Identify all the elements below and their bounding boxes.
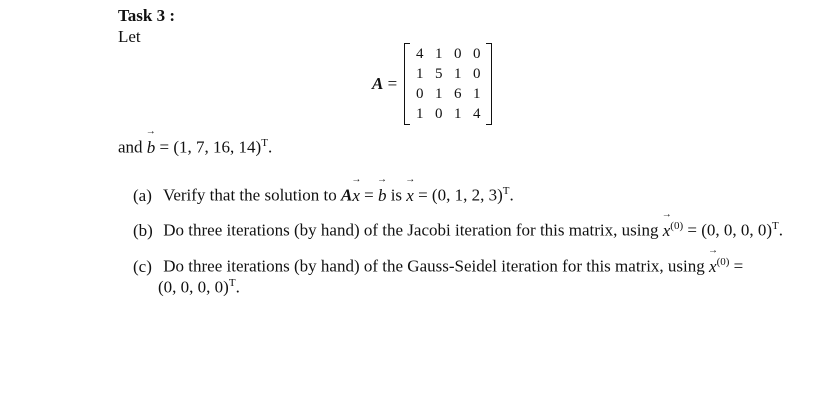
task-title: Task 3 : [118, 6, 176, 25]
matrix-cell: 0 [472, 66, 481, 82]
vector-b-definition: and → b = (1, 7, 16, 14)$^T$. [118, 137, 272, 158]
matrix-label: A = [372, 74, 398, 93]
matrix-cell: 1 [415, 66, 424, 82]
matrix-cell: 1 [434, 86, 443, 102]
matrix-cell: 4 [472, 106, 481, 122]
item-label: (b) [133, 220, 153, 240]
matrix-cell: 1 [415, 106, 424, 122]
item-label: (c) [133, 256, 152, 276]
matrix-cell: 1 [472, 86, 481, 102]
item-a: (a) Verify that the solution to A→ x = → b is → x = (0, 1, 2, 3)$^T$. [133, 185, 514, 206]
matrix-equation [372, 42, 492, 126]
matrix-grid [410, 44, 486, 124]
matrix-cell: 4 [415, 46, 424, 62]
item-b: (b) Do three iterations (by hand) of the Jacobi iteration for this matrix, $using \to x^{(0)} = (0$, 0, 0, 0)$^T$. [133, 220, 783, 241]
matrix-cell: 5 [434, 66, 443, 82]
matrix-right-bracket [486, 43, 492, 125]
item-c-continuation: (0, 0, 0, 0)$^T$. [158, 277, 240, 297]
matrix-cell: 0 [472, 46, 481, 62]
matrix-cell: 1 [453, 106, 462, 122]
item-label: (a) [133, 185, 152, 205]
matrix-cell: 6 [453, 86, 462, 102]
matrix-cell: 0 [434, 106, 443, 122]
matrix-cell: 1 [434, 46, 443, 62]
item-c: (c) Do three iterations (by hand) of the Gauss-Seidel iteration for this matrix, $using \to x^{(0)}$ = [133, 256, 743, 277]
intro-text: Let [118, 27, 141, 46]
matrix-cell: 0 [415, 86, 424, 102]
matrix-cell: 0 [453, 46, 462, 62]
matrix-cell: 1 [453, 66, 462, 82]
